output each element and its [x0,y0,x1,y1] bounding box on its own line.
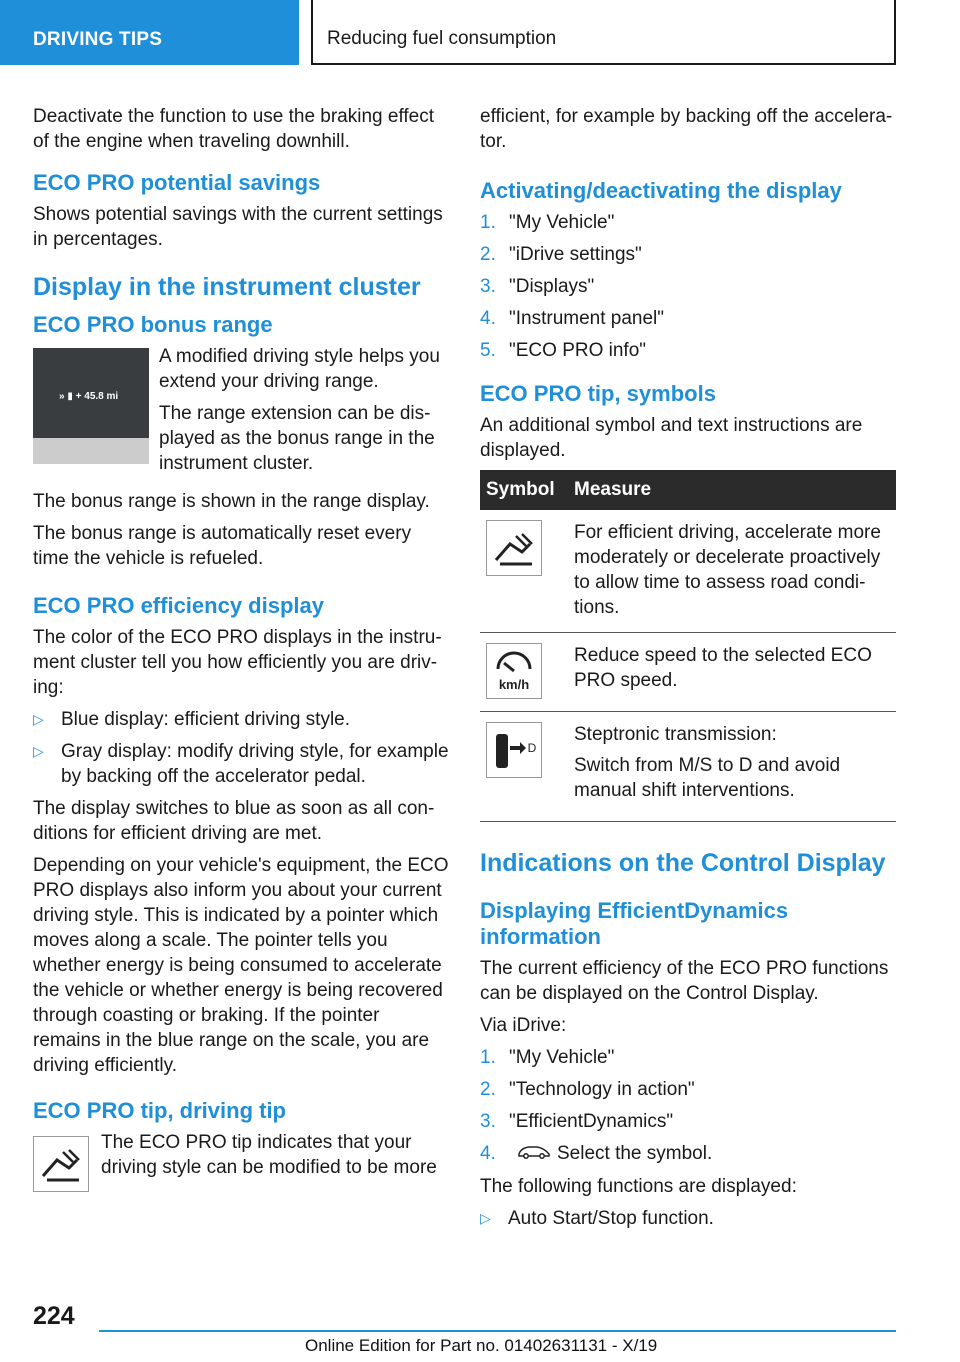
bonus-figure-row [33,344,449,483]
paragraph: A modified driving style helps you extend your driving range. [159,346,440,392]
paragraph: The bonus range is automatically reset every time the vehicle is refueled. [33,523,412,569]
speedometer-kmh-icon [486,643,542,699]
function-list [480,1206,896,1231]
table-row [480,712,896,822]
list-item: ▷ Auto Start/Stop function. [480,1208,714,1230]
heading-activate: Activating/deactivating the display [480,178,842,203]
fuel-pump-icon: ▮ [67,391,73,402]
heading-display: Display in the instrument cluster [33,273,421,301]
paragraph: Depending on your vehicle's equipment, the ECO PRO displays also inform you about your current driving style. This is indicated by a pointer which moves along a scale. The pointer tells you whether energy is being consumed to accelerate the vehicle or whether energy is being recovered through coasting or braking. If the pointer remains in the blue range on the scale, you are driving efficiently. [33,855,449,1076]
paragraph: Deactivate the function to use the braking effect of the engine when traveling downhill. [33,106,435,152]
paragraph: The range extension can be dis‐played as the bonus range in the instrument cluster. [159,403,435,474]
left-column [33,104,449,1198]
display-steps [480,1045,896,1166]
table-header-row [480,470,896,510]
table-row [480,510,896,633]
list-item: ▷ Blue display: efficient driving style. [33,709,351,730]
chapter-title: Reducing fuel consumption [327,28,557,49]
list-item: 2. "iDrive settings" [480,244,642,265]
triangle-bullet-icon: ▷ [33,711,44,727]
bonus-range-readout: » ▮ + 45.8 mi [59,391,119,402]
list-item: 3. "EfficientDynamics" [480,1111,674,1132]
heading-efficiency: ECO PRO efficiency display [33,593,324,618]
triangle-bullet-icon: ▷ [480,1210,491,1227]
paragraph: An additional symbol and text instructions are displayed. [480,415,863,461]
section-label: DRIVING TIPS [33,29,163,50]
page-number: 224 [33,1302,75,1330]
paragraph: Shows potential savings with the current settings in percentages. [33,204,443,250]
list-item: 4. "Instrument panel" [480,308,665,329]
list-item: 5. "ECO PRO info" [480,340,647,361]
column-header-symbol: Symbol [480,470,568,510]
accelerator-foot-icon [486,520,542,576]
heading-bonus: ECO PRO bonus range [33,312,273,337]
chapter-title-box [311,0,896,65]
heading-savings: ECO PRO potential savings [33,170,321,195]
footer-rule [99,1330,896,1332]
triangle-bullet-icon: ▷ [33,743,44,759]
footer-edition: Online Edition for Part no. 01402631131 - X/19 [305,1336,658,1355]
heading-tip: ECO PRO tip, driving tip [33,1098,286,1123]
gear-selector-d-icon [486,722,542,778]
column-header-measure: Measure [568,470,896,510]
list-item: 1. "My Vehicle" [480,212,615,233]
table-cell: Steptronic transmission: Switch from M/S to D and avoid manual shift interventions. [568,712,896,822]
paragraph: The current efficiency of the ECO PRO functions can be displayed on the Control Display. [480,958,889,1004]
heading-indications: Indications on the Control Display [480,849,886,877]
heading-symbols: ECO PRO tip, symbols [480,381,716,406]
list-item: 1. "My Vehicle" [480,1047,615,1068]
list-item: ▷ Gray display: modify driving style, for example by backing off the accelerator pedal. [33,741,449,787]
paragraph: The bonus range is shown in the range display. [33,491,430,512]
svg-text:km/h: km/h [498,677,530,692]
paragraph: efficient, for example by backing off the accelera‐tor. [480,106,893,152]
list-item: 3. "Displays" [480,276,595,297]
symbol-table [480,470,896,822]
table-row [480,633,896,712]
list-item: 4. Select the symbol. [480,1141,896,1166]
tip-figure-row [33,1130,449,1192]
paragraph: The ECO PRO tip indicates that your driving style can be modified to be more [101,1132,437,1178]
double-chevron-icon: » [59,391,65,402]
bonus-range-image [33,348,149,464]
section-tab [0,0,299,65]
paragraph: The following functions are displayed: [480,1176,797,1198]
list-item: 2. "Technology in action" [480,1079,695,1100]
right-column [480,104,896,1238]
car-icon [517,1141,551,1166]
efficiency-list [33,707,449,789]
svg-text:D: D [527,741,537,755]
accelerator-foot-icon [33,1136,89,1192]
table-cell: For efficient driving, accelerate more moderately or decelerate proactively to allow time to assess road condi‐tions. [568,510,896,633]
heading-efficientdynamics: Displaying EfficientDynamics information [480,898,789,949]
table-cell: Reduce speed to the selected ECO PRO speed. [568,633,896,712]
paragraph: The color of the ECO PRO displays in the instru‐ment cluster tell you how efficiently you are driv‐ing: [33,627,442,698]
paragraph: The display switches to blue as soon as all con‐ditions for efficient driving are met. [33,798,435,844]
paragraph: Via iDrive: [480,1015,567,1036]
activate-steps [480,210,896,363]
